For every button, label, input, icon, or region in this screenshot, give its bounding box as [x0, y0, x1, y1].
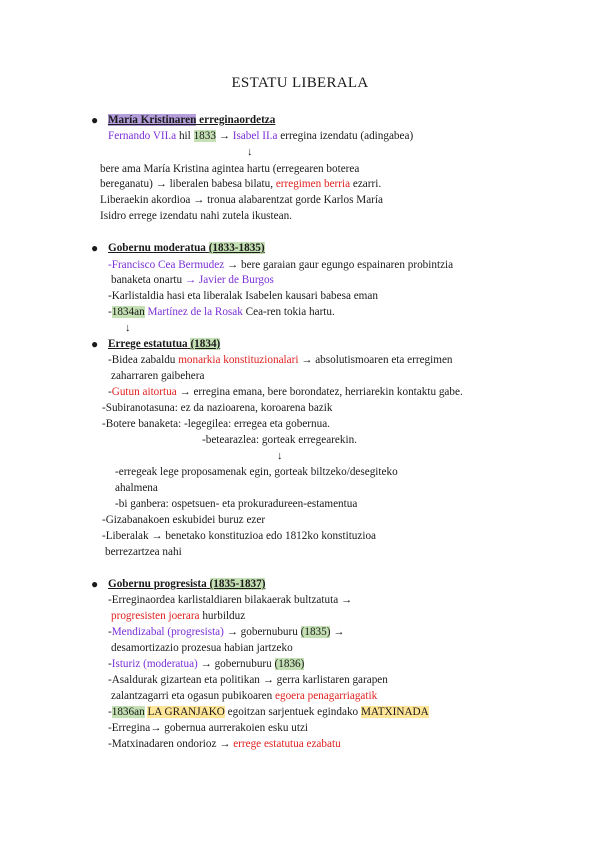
name-martinez: Martínez de la Rosak [144, 306, 243, 318]
text-span: erregina izendatu (adingabea) [277, 130, 414, 142]
name-mendizabal: Mendizabal (progresista) [111, 626, 224, 638]
text-line: ahalmena [115, 482, 158, 494]
red-term: erregimen berria [275, 178, 351, 190]
year-highlight: 1834an [111, 306, 145, 318]
name-cea: -Francisco Cea Bermudez [108, 259, 225, 271]
text-line: -Erregina→ gobernua aurrerakoien esku utzi [108, 722, 309, 734]
text-line: -Asaldurak gizartean eta politikan → gerra karlistaren garapen [108, 674, 388, 686]
down-arrow-icon: ↓ [247, 146, 253, 158]
year-highlight: (1834) [190, 338, 221, 350]
text-line: Isidro errege izendatu nahi zutela ikustean. [100, 210, 292, 222]
text-span: zalantzagarri eta ogasun pubikoaren [111, 690, 276, 702]
text-line [108, 353, 453, 367]
year-highlight: (1835) [300, 626, 331, 638]
down-arrow-icon: ↓ [125, 322, 131, 334]
text-line: zaharraren gaibehera [111, 370, 205, 382]
text-line: -Botere banaketa: -legegilea: erregea eta gobernua. [102, 418, 330, 430]
year-highlight: (1835-1837) [209, 578, 266, 590]
year-highlight: (1833-1835) [208, 242, 265, 254]
red-term: Gutun aitortua [111, 386, 177, 398]
text-span: ezarri. [350, 178, 382, 190]
bullet-icon: ● [91, 113, 99, 127]
text-span: -Matxinadaren ondorioz → [108, 738, 234, 750]
text-line: -Subiranotasuna: ez da nazioarena, koroarena bazik [102, 402, 333, 414]
year-highlight: (1836) [274, 658, 305, 670]
text-span: → bere garaian gaur egungo espainaren probintzia [224, 259, 454, 271]
bullet-icon: ● [91, 337, 99, 351]
text-span: egoitzan sarjentuek egindako [224, 706, 361, 718]
text-line: -erregeak lege proposamenak egin, gorteak biltzeko/desegiteko [115, 466, 398, 478]
text-line: -Erreginaordea karlistaldiaren bilakaerak bultzatuta → [108, 594, 353, 606]
text-span: hil [176, 130, 194, 142]
heading-rest: erreginaordetza [196, 114, 276, 126]
name-isturiz: Isturiz (moderatua) [111, 658, 198, 670]
text-line [108, 385, 463, 399]
text-line [108, 625, 344, 639]
text-line: Liberaekin akordioa → tronua alabarentzat gorde Karlos María [100, 194, 383, 206]
text-span: → erregina emana, bere borondatez, herriarekin kontaktu gabe. [176, 386, 463, 398]
text-line [108, 129, 413, 143]
text-line: -Karlistaldia hasi eta liberalak Isabelen kausari babesa eman [108, 290, 378, 302]
text-line [111, 609, 245, 623]
heading-text: Errege estatutua [108, 338, 188, 350]
text-line: berrezartzea nahi [105, 546, 182, 558]
heading-text: Gobernu progresista [108, 578, 207, 590]
bullet-icon: ● [91, 241, 99, 255]
text-span: - [108, 306, 112, 318]
text-line [108, 258, 453, 272]
text-span: hurbilduz [199, 610, 246, 622]
year-highlight: 1833 [193, 130, 216, 142]
section-heading-statute [108, 337, 220, 351]
text-line: -betearazlea: gorteak erregearekin. [202, 434, 357, 446]
text-span: -Bidea zabaldu [108, 354, 179, 366]
text-line [111, 273, 274, 287]
text-span: → gobernuburu [197, 658, 275, 670]
text-line [108, 737, 341, 751]
section-heading-progressive [108, 577, 265, 591]
text-span: - [108, 626, 112, 638]
name-burgos: → Javier de Burgos [184, 274, 274, 286]
text-span: Cea-ren tokia hartu. [242, 306, 335, 318]
name-isabel: Isabel II.a [232, 130, 278, 142]
text-span: bereganatu) → liberalen babesa bilatu, [100, 178, 276, 190]
text-line: -Gizabanakoen eskubidei buruz ezer [102, 514, 266, 526]
red-term: progresisten joerara [111, 610, 200, 622]
text-span: → gobernuburu [223, 626, 301, 638]
text-line [108, 705, 429, 719]
text-line: -bi ganbera: ospetsuen- eta prokuradureen-estamentua [115, 498, 358, 510]
text-line: -Liberalak → benetako konstituzioa edo 1812ko konstituzioa [102, 530, 377, 542]
text-line [111, 689, 377, 703]
yellow-highlight: LA GRANJAKO [147, 706, 225, 718]
text-span: banaketa onartu [111, 274, 185, 286]
year-highlight: 1836an [111, 706, 145, 718]
document-title: ESTATU LIBERALA [231, 75, 369, 91]
text-span: - [108, 386, 112, 398]
red-term: egoera penagarriagatik [275, 690, 378, 702]
text-span: → [330, 626, 345, 638]
red-term: errege estatutua ezabatu [233, 738, 341, 750]
heading-highlight: María Kristinaren [108, 114, 197, 126]
red-term: monarkia konstituzionalari [178, 354, 299, 366]
text-span: → absolutismoaren eta erregimen [298, 354, 453, 366]
text-line [108, 305, 335, 319]
text-span: - [108, 658, 112, 670]
section-heading-moderate [108, 241, 265, 255]
heading-text: Gobernu moderatua [108, 242, 206, 254]
text-span: - [108, 706, 112, 718]
text-line: desamortizazio prozesua habian jartzeko [111, 642, 293, 654]
text-line: bere ama María Kristina agintea hartu (erregearen boterea [100, 163, 360, 175]
arrow-text: → [215, 130, 233, 142]
text-line [108, 657, 304, 671]
down-arrow-icon: ↓ [277, 450, 283, 462]
yellow-highlight: MATXINADA [360, 706, 429, 718]
text-line [100, 177, 381, 191]
section-heading-regency [108, 113, 275, 127]
bullet-icon: ● [91, 577, 99, 591]
name-fernando: Fernando VII.a [108, 130, 177, 142]
